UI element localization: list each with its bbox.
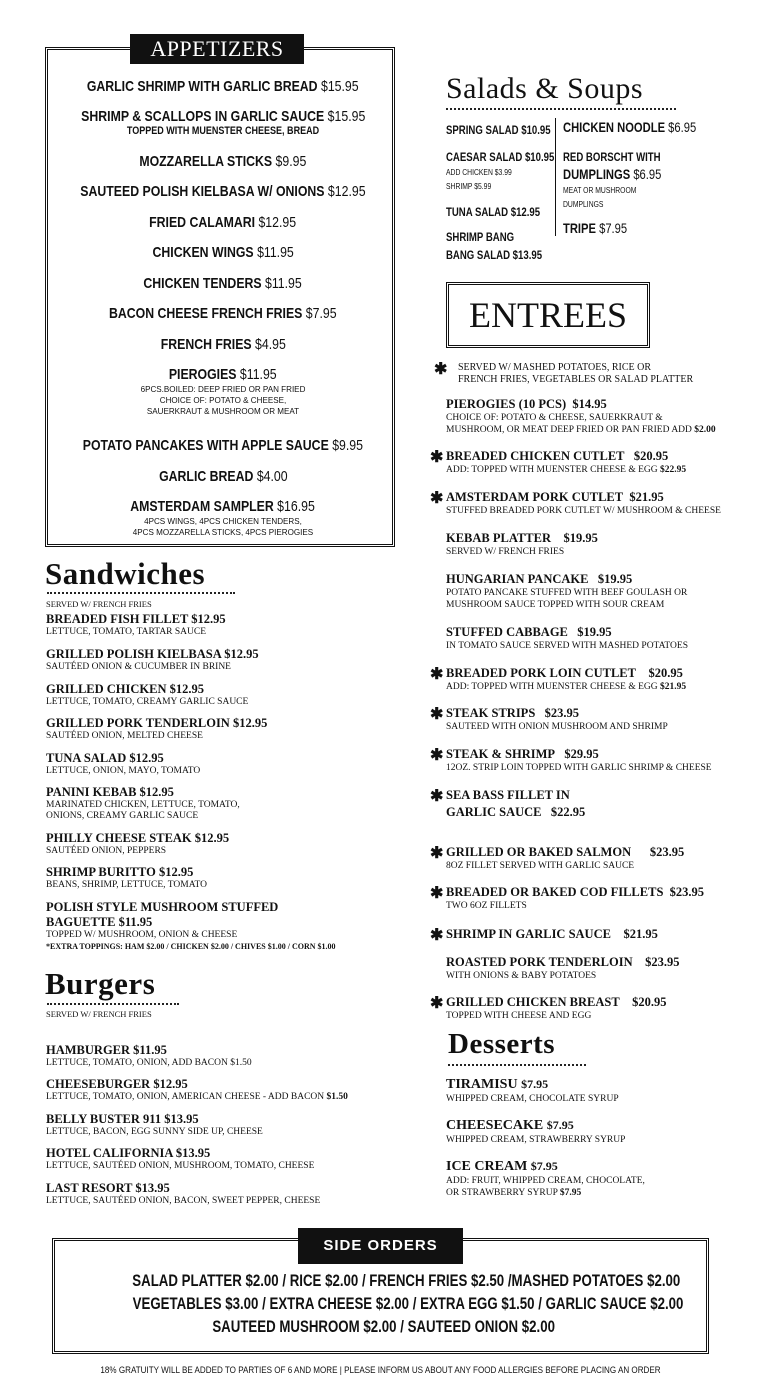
burger-item: BELLY BUSTER 911 $13.95 LETTUCE, BACON, EGG SUNNY SIDE UP, CHEESE <box>46 1112 263 1137</box>
entree-item: ✱ GRILLED OR BAKED SALMON $23.95 8OZ FILLET SERVED WITH GARLIC SAUCE <box>430 845 685 871</box>
sandwiches-divider <box>47 592 235 594</box>
sandwich-item: GRILLED PORK TENDERLOIN $12.95 SAUTÉED ONION, MELTED CHEESE <box>46 716 268 741</box>
burger-item: HAMBURGER $11.95 LETTUCE, TOMATO, ONION, ADD BACON $1.50 <box>46 1043 252 1068</box>
burgers-served: SERVED W/ FRENCH FRIES <box>46 1009 152 1019</box>
entree-item: ✱ SHRIMP IN GARLIC SAUCE $21.95 <box>430 927 658 944</box>
sandwich-item: PANINI KEBAB $12.95 MARINATED CHICKEN, LETTUCE, TOMATO, ONIONS, CREAMY GARLIC SAUCE <box>46 785 240 821</box>
sandwich-item: POLISH STYLE MUSHROOM STUFFED BAGUETTE $11.95 TOPPED W/ MUSHROOM, ONION & CHEESE *EXTRA TOPPINGS: HAM $2.00 / CHICKEN $2.00 / CHIVES $1.00 / CORN $1.00 <box>46 900 336 951</box>
side-orders-line: VEGETABLES $3.00 / EXTRA CHEESE $2.00 / EXTRA EGG $1.50 / GARLIC SAUCE $2.00 <box>132 1294 684 1313</box>
appetizer-item: SAUTEED POLISH KIELBASA W/ ONIONS $12.95 <box>80 183 366 200</box>
soup-item: TRIPE $7.95 <box>563 220 628 236</box>
entree-item: HUNGARIAN PANCAKE $19.95 POTATO PANCAKE STUFFED WITH BEEF GOULASH OR MUSHROOM SAUCE TOPPED WITH SOUR CREAM <box>446 572 688 610</box>
star-icon: ✱ <box>430 845 444 862</box>
side-orders-line: SAUTEED MUSHROOM $2.00 / SAUTEED ONION $2.00 <box>212 1317 555 1336</box>
star-icon: ✱ <box>430 747 444 764</box>
soup-item: RED BORSCHT WITH DUMPLINGS $6.95 MEAT OR MUSHROOM DUMPLINGS <box>563 150 662 209</box>
salad-item: CAESAR SALAD $10.95 ADD CHICKEN $3.99 SHRIMP $5.99 <box>446 150 555 191</box>
desserts-divider <box>448 1064 586 1066</box>
dessert-item: CHEESECAKE $7.95 WHIPPED CREAM, STRAWBERRY SYRUP <box>446 1118 626 1145</box>
burgers-divider <box>47 1003 179 1005</box>
burgers-title: Burgers <box>45 966 156 1001</box>
star-icon: ✱ <box>430 995 444 1012</box>
entree-item: STUFFED CABBAGE $19.95 IN TOMATO SAUCE SERVED WITH MASHED POTATOES <box>446 625 688 651</box>
entree-item: ✱ SEA BASS FILLET IN GARLIC SAUCE $22.95 <box>430 788 586 819</box>
star-icon: ✱ <box>430 788 444 805</box>
burger-item: LAST RESORT $13.95 LETTUCE, SAUTÉED ONION, BACON, SWEET PEPPER, CHEESE <box>46 1181 321 1206</box>
star-icon: ✱ <box>434 361 448 378</box>
appetizers-title: APPETIZERS <box>130 34 304 64</box>
star-icon: ✱ <box>430 449 444 466</box>
sandwich-item: SHRIMP BURITTO $12.95 BEANS, SHRIMP, LETTUCE, TOMATO <box>46 865 207 890</box>
appetizer-item: GARLIC SHRIMP WITH GARLIC BREAD $15.95 <box>87 78 359 95</box>
desserts-title: Desserts <box>448 1028 556 1060</box>
entree-item: ✱ STEAK & SHRIMP $29.95 12OZ. STRIP LOIN TOPPED WITH GARLIC SHRIMP & CHEESE <box>430 747 712 773</box>
appetizer-item: POTATO PANCAKES WITH APPLE SAUCE $9.95 <box>82 437 364 454</box>
entree-item: ROASTED PORK TENDERLOIN $23.95 WITH ONIONS & BABY POTATOES <box>446 955 680 981</box>
sandwiches-title: Sandwiches <box>45 556 206 591</box>
salad-item: SHRIMP BANG BANG SALAD $13.95 <box>446 230 543 262</box>
appetizer-item: MOZZARELLA STICKS $9.95 <box>139 153 307 170</box>
extra-toppings: *EXTRA TOPPINGS: HAM $2.00 / CHICKEN $2.00 / CHIVES $1.00 / CORN $1.00 <box>46 942 336 951</box>
appetizer-item: AMSTERDAM SAMPLER $16.95 4PCS WINGS, 4PCS CHICKEN TENDERS, 4PCS MOZZARELLA STICKS, 4PCS PIEROGIES <box>130 498 316 537</box>
entree-item: ✱ BREADED PORK LOIN CUTLET $20.95 ADD: TOPPED WITH MUENSTER CHEESE & EGG $21.95 <box>430 666 687 692</box>
sandwich-item: PHILLY CHEESE STEAK $12.95 SAUTÉED ONION, PEPPERS <box>46 831 230 856</box>
entree-item: ✱ GRILLED CHICKEN BREAST $20.95 TOPPED WITH CHEESE AND EGG <box>430 995 667 1021</box>
appetizers-box <box>45 47 395 547</box>
entree-item: ✱ AMSTERDAM PORK CUTLET $21.95 STUFFED BREADED PORK CUTLET W/ MUSHROOM & CHEESE <box>430 490 721 516</box>
star-icon: ✱ <box>430 666 444 683</box>
star-icon: ✱ <box>430 490 444 507</box>
entree-item: KEBAB PLATTER $19.95 SERVED W/ FRENCH FRIES <box>446 531 598 557</box>
salad-item: TUNA SALAD $12.95 <box>446 205 541 219</box>
entree-item: PIEROGIES (10 PCS) $14.95 CHOICE OF: POTATO & CHEESE, SAUERKRAUT & MUSHROOM, OR MEAT DEEP FRIED OR PAN FRIED ADD $2.00 <box>446 397 716 435</box>
appetizer-item: FRENCH FRIES $4.95 <box>160 336 286 353</box>
appetizer-item: CHICKEN TENDERS $11.95 <box>143 275 303 292</box>
side-orders-title: SIDE ORDERS <box>298 1228 463 1264</box>
star-icon: ✱ <box>430 927 444 944</box>
entrees-title: ENTREES <box>446 282 650 348</box>
appetizer-item: CHICKEN WINGS $11.95 <box>152 244 294 261</box>
entree-item: ✱ BREADED OR BAKED COD FILLETS $23.95 TWO 6OZ FILLETS <box>430 885 705 911</box>
soup-item: CHICKEN NOODLE $6.95 <box>563 119 697 135</box>
salad-item: SPRING SALAD $10.95 <box>446 123 551 137</box>
side-orders-line: SALAD PLATTER $2.00 / RICE $2.00 / FRENCH FRIES $2.50 /MASHED POTATOES $2.00 <box>132 1271 681 1290</box>
sandwich-item: TUNA SALAD $12.95 LETTUCE, ONION, MAYO, TOMATO <box>46 751 201 776</box>
sandwich-item: BREADED FISH FILLET $12.95 LETTUCE, TOMATO, TARTAR SAUCE <box>46 612 226 637</box>
star-icon: ✱ <box>430 706 444 723</box>
appetizer-item: SHRIMP & SCALLOPS IN GARLIC SAUCE $15.95 TOPPED WITH MUENSTER CHEESE, BREAD <box>80 108 366 137</box>
appetizer-item: BACON CHEESE FRENCH FRIES $7.95 <box>109 305 337 322</box>
dessert-item: TIRAMISU $7.95 WHIPPED CREAM, CHOCOLATE SYRUP <box>446 1077 619 1104</box>
star-icon: ✱ <box>430 885 444 902</box>
burger-item: HOTEL CALIFORNIA $13.95 LETTUCE, SAUTÉED ONION, MUSHROOM, TOMATO, CHEESE <box>46 1146 315 1171</box>
entree-item: ✱ STEAK STRIPS $23.95 SAUTEED WITH ONION MUSHROOM AND SHRIMP <box>430 706 668 732</box>
appetizer-item: GARLIC BREAD $4.00 <box>158 468 288 485</box>
entree-item: ✱ BREADED CHICKEN CUTLET $20.95 ADD: TOPPED WITH MUENSTER CHEESE & EGG $22.95 <box>430 449 687 475</box>
footer-note: 18% GRATUITY WILL BE ADDED TO PARTIES OF 6 AND MORE | PLEASE INFORM US ABOUT ANY FOOD ALLERGIES BEFORE PLACING AN ORDER <box>100 1365 662 1376</box>
sandwich-item: GRILLED POLISH KIELBASA $12.95 SAUTÉED ONION & CUCUMBER IN BRINE <box>46 647 259 672</box>
burger-item: CHEESEBURGER $12.95 LETTUCE, TOMATO, ONION, AMERICAN CHEESE - ADD BACON $1.50 <box>46 1077 348 1102</box>
sandwiches-served: SERVED W/ FRENCH FRIES <box>46 599 152 609</box>
salads-title: Salads & Soups <box>446 72 644 105</box>
sandwich-item: GRILLED CHICKEN $12.95 LETTUCE, TOMATO, CREAMY GARLIC SAUCE <box>46 682 249 707</box>
appetizer-item: PIEROGIES $11.95 6PCS.BOILED: DEEP FRIED OR PAN FRIED CHOICE OF: POTATO & CHEESE, SAUERKRAUT & MUSHROOM OR MEAT <box>140 366 306 416</box>
salads-divider <box>446 108 676 110</box>
appetizer-item: FRIED CALAMARI $12.95 <box>149 214 297 231</box>
dessert-item: ICE CREAM $7.95 ADD: FRUIT, WHIPPED CREAM, CHOCOLATE, OR STRAWBERRY SYRUP $7.95 <box>446 1159 645 1198</box>
entrees-note: ✱ SERVED W/ MASHED POTATOES, RICE OR FRENCH FRIES, VEGETABLES OR SALAD PLATTER <box>434 361 694 385</box>
